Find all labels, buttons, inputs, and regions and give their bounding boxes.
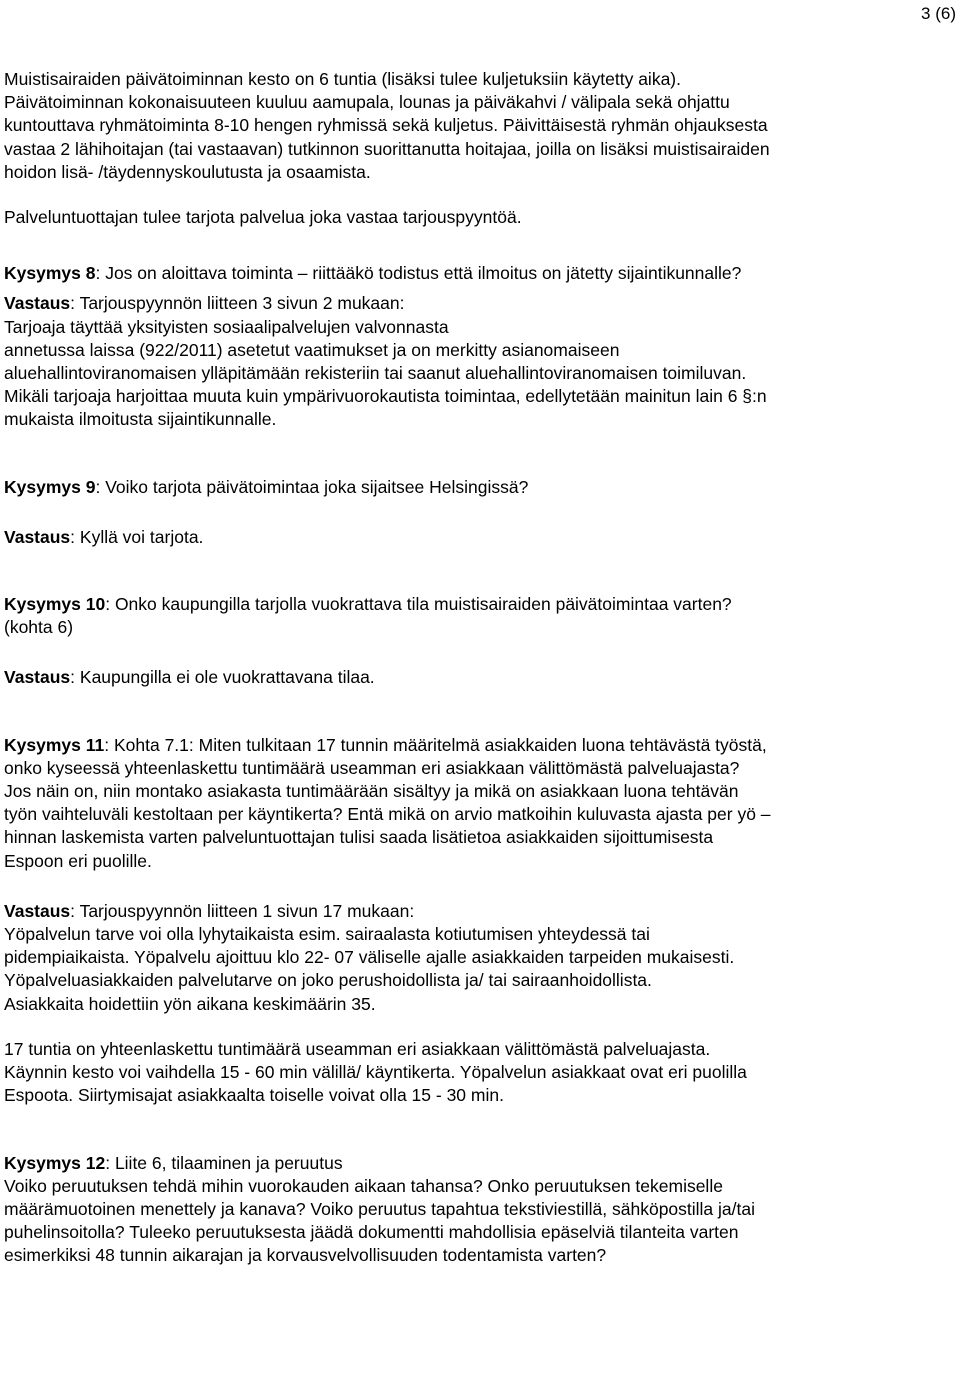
question-label: Kysymys 11: [4, 734, 105, 755]
answer-line: Mikäli tarjoaja harjoittaa muuta kuin ympärivuorokautista toimintaa, edellytetään mainitun lain 6 §:n: [4, 386, 767, 407]
question-text: Kysymys 11: Kohta 7.1: Miten tulkitaan 17 tunnin määritelmä asiakkaiden luona tehtävästä työstä,: [4, 734, 767, 755]
answer-11: [4, 900, 956, 1108]
question-label: Kysymys 10: [4, 594, 106, 615]
question-label: Kysymys 9: [4, 476, 96, 497]
question-label: Kysymys 8: [4, 263, 96, 284]
answer-line: Tarjoaja täyttää yksityisten sosiaalipalvelujen valvonnasta: [4, 316, 449, 337]
question-text: Kysymys 10: Onko kaupungilla tarjolla vuokrattava tila muistisairaiden päivätoimintaa varten?: [4, 594, 732, 615]
question-line: onko kyseessä yhteenlaskettu tuntimäärä useamman eri asiakkaan välittömästä palveluajasta?: [4, 757, 740, 778]
answer-label: Vastaus: [4, 526, 71, 547]
question-line: puhelinsoitolla? Tuleeko peruutuksesta jäädä dokumentti mahdollisia epäselviä tilanteita varten: [4, 1222, 739, 1243]
answer-text: Vastaus: Kaupungilla ei ole vuokrattavana tilaa.: [4, 667, 375, 688]
intro-line: vastaa 2 lähihoitajan (tai vastaavan) tutkinnon suorittanutta hoitajaa, joilla on lisäksi muistisairaiden: [4, 138, 770, 159]
answer-body: Kyllä voi tarjota.: [79, 526, 204, 547]
document-body: [4, 68, 956, 1268]
answer-line: Yöpalveluasiakkaiden palvelutarve on joko perushoidollista ja/ tai sairaanhoidollista.: [4, 970, 652, 991]
intro-line: Muistisairaiden päivätoiminnan kesto on 6 tuntia (lisäksi tulee kuljetuksiin käytetty aika).: [4, 69, 681, 89]
question-11: [4, 734, 956, 873]
answer-body: Kaupungilla ei ole vuokrattavana tilaa.: [79, 667, 375, 688]
question-text: Kysymys 8: Jos on aloittava toiminta – riittääkö todistus että ilmoitus on jätetty sijaintikunnalle?: [4, 263, 742, 284]
answer-line: mukaista ilmoitusta sijaintikunnalle.: [4, 409, 277, 430]
answer-line: Asiakkaita hoidettiin yön aikana keskimäärin 35.: [4, 993, 376, 1014]
page-number: 3 (6): [921, 4, 956, 23]
answer-label: Vastaus: [4, 900, 71, 921]
answer-line: Käynnin kesto voi vaihdella 15 - 60 min välillä/ käyntikerta. Yöpalvelun asiakkaat ovat eri puolilla: [4, 1062, 747, 1083]
answer-line: 17 tuntia on yhteenlaskettu tuntimäärä useamman eri asiakkaan välittömästä palveluajasta.: [4, 1038, 711, 1059]
answer-body: Tarjouspyynnön liitteen 3 sivun 2 mukaan:: [79, 293, 405, 314]
answer-9: [4, 526, 956, 549]
question-line: esimerkiksi 48 tunnin aikarajan ja korvausvelvollisuuden todentamista varten?: [4, 1245, 607, 1266]
intro-line: kuntouttava ryhmätoiminta 8-10 hengen ryhmissä sekä kuljetus. Päivittäisestä ryhmän ohjauksesta: [4, 115, 768, 136]
question-line: Voiko peruutuksen tehdä mihin vuorokauden aikaan tahansa? Onko peruutuksen tekemiselle: [4, 1175, 723, 1196]
answer-line: Yöpalvelun tarve voi olla lyhytaikaista esim. sairaalasta kotiutumisen yhteydessä tai: [4, 924, 650, 945]
intro-paragraph: [4, 68, 956, 184]
intro-note: Palveluntuottajan tulee tarjota palvelua joka vastaa tarjouspyyntöä.: [4, 207, 522, 228]
answer-line: aluehallintoviranomaisen ylläpitämään rekisteriin tai saanut aluehallintoviranomaisen toimiluvan.: [4, 363, 747, 384]
question-8: [4, 262, 956, 285]
question-body: Jos on aloittava toiminta – riittääkö todistus että ilmoitus on jätetty sijaintikunnalle?: [105, 263, 742, 284]
answer-line: annetussa laissa (922/2011) asetetut vaatimukset ja on merkitty asianomaiseen: [4, 339, 620, 360]
question-body: Onko kaupungilla tarjolla vuokrattava tila muistisairaiden päivätoimintaa varten?: [114, 594, 732, 615]
question-line: hinnan laskemista varten palveluntuottajan tulisi saada lisätietoa asiakkaiden sijoittumisesta: [4, 827, 714, 848]
answer-body: Tarjouspyynnön liitteen 1 sivun 17 mukaan:: [79, 900, 415, 921]
question-text: Kysymys 9: Voiko tarjota päivätoimintaa joka sijaitsee Helsingissä?: [4, 476, 529, 497]
question-10: [4, 593, 956, 639]
question-12: [4, 1152, 956, 1268]
question-extra: (kohta 6): [4, 617, 74, 638]
question-body: Kohta 7.1: Miten tulkitaan 17 tunnin määritelmä asiakkaiden luona tehtävästä työstä,: [113, 734, 767, 755]
answer-line: Espoota. Siirtymisajat asiakkaalta toiselle voivat olla 15 - 30 min.: [4, 1085, 504, 1106]
answer-10: [4, 666, 956, 689]
answer-line: pidempiaikaista. Yöpalvelu ajoittuu klo 22- 07 väliselle ajalle asiakkaiden tarpeiden mukaisesti.: [4, 947, 735, 968]
answer-label: Vastaus: [4, 293, 71, 314]
answer-text: Vastaus: Tarjouspyynnön liitteen 1 sivun 17 mukaan:: [4, 900, 415, 921]
question-body: Liite 6, tilaaminen ja peruutus: [114, 1152, 343, 1173]
answer-label: Vastaus: [4, 667, 71, 688]
intro-line: hoidon lisä- /täydennyskoulutusta ja osaamista.: [4, 161, 371, 182]
answer-text: Vastaus: Tarjouspyynnön liitteen 3 sivun 2 mukaan:: [4, 293, 405, 314]
question-9: [4, 476, 956, 499]
question-label: Kysymys 12: [4, 1152, 106, 1173]
answer-text: Vastaus: Kyllä voi tarjota.: [4, 526, 204, 547]
question-body: Voiko tarjota päivätoimintaa joka sijaitsee Helsingissä?: [105, 476, 529, 497]
intro-line: Päivätoiminnan kokonaisuuteen kuuluu aamupala, lounas ja päiväkahvi / välipala sekä ohjattu: [4, 92, 730, 113]
question-line: Espoon eri puolille.: [4, 850, 152, 871]
question-line: Jos näin on, niin montako asiakasta tuntimäärään sisältyy ja mikä on asiakkaan luona tehtävän: [4, 781, 739, 802]
question-line: työn vaihteluväli kestoltaan per käyntikerta? Entä mikä on arvio matkoihin kuluvasta ajasta per yö –: [4, 804, 771, 825]
answer-8: [4, 292, 956, 431]
question-line: määrämuotoinen menettely ja kanava? Voiko peruutus tapahtua tekstiviestillä, sähköpostilla ja/tai: [4, 1198, 755, 1219]
question-text: Kysymys 12: Liite 6, tilaaminen ja peruutus: [4, 1152, 343, 1173]
